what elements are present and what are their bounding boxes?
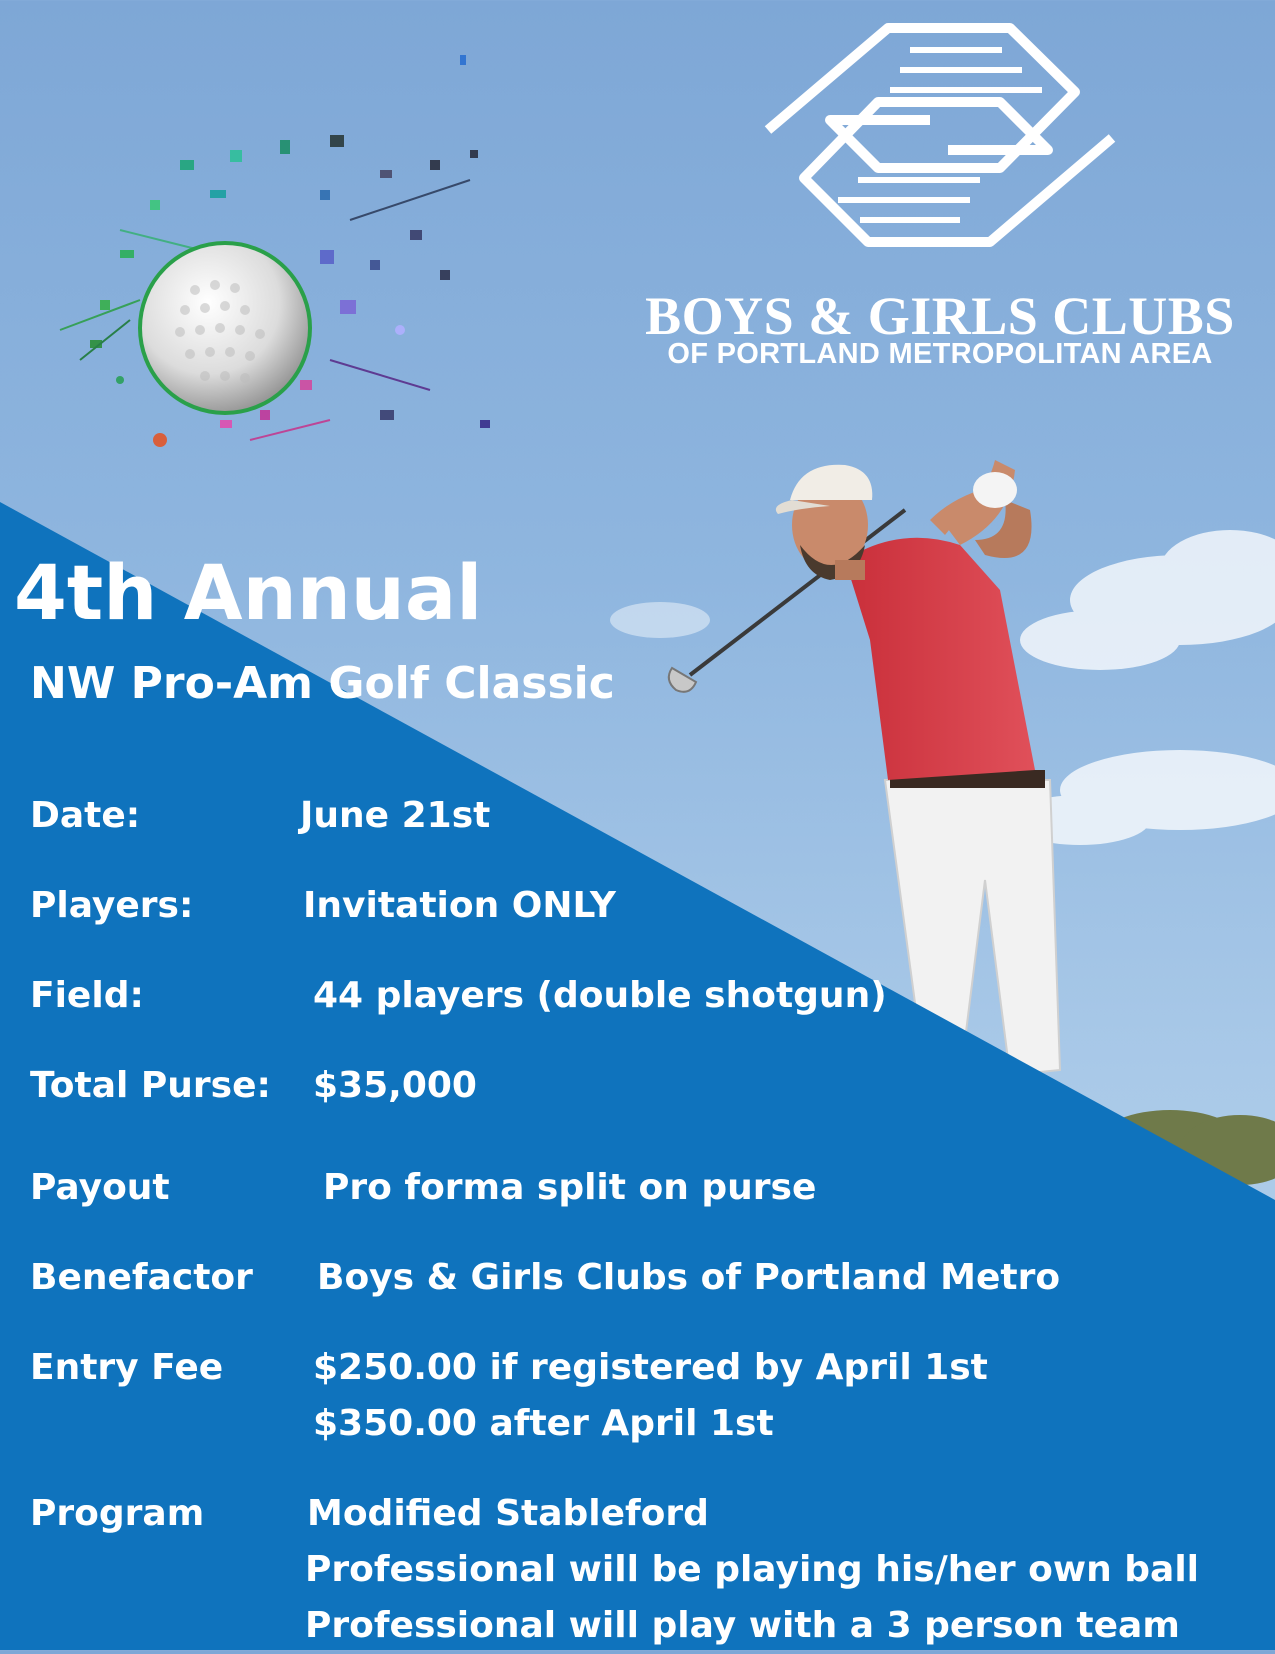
detail-value-total-purse: $35,000 [313,1065,477,1106]
org-name: BOYS & GIRLS CLUBS [645,286,1235,346]
detail-label-date: Date: [30,795,141,836]
detail-value-entry-fee-2: $350.00 after April 1st [313,1403,774,1444]
event-subtitle: NW Pro-Am Golf Classic [30,658,615,709]
detail-label-payout: Payout [30,1167,170,1208]
detail-value-date: June 21st [300,795,491,836]
detail-label-total-purse: Total Purse: [30,1065,271,1106]
detail-value-field: 44 players (double shotgun) [313,975,887,1016]
clasped-hands-icon [760,20,1120,260]
detail-value-program-3: Professional will play with a 3 person team [305,1605,1180,1646]
detail-value-program-1: Modified Stableford [307,1493,709,1534]
detail-value-players: Invitation ONLY [303,885,616,926]
org-subtitle: OF PORTLAND METROPOLITAN AREA [667,338,1213,370]
detail-label-program: Program [30,1493,205,1534]
detail-value-entry-fee-1: $250.00 if registered by April 1st [313,1347,988,1388]
detail-label-benefactor: Benefactor [30,1257,253,1298]
detail-value-program-2: Professional will be playing his/her own ball [305,1549,1200,1590]
detail-value-benefactor: Boys & Girls Clubs of Portland Metro [317,1257,1061,1298]
detail-label-players: Players: [30,885,194,926]
detail-label-entry-fee: Entry Fee [30,1347,224,1388]
golf-ball-illustration [60,55,490,447]
event-title: 4th Annual [14,548,483,637]
detail-value-payout: Pro forma split on purse [323,1167,817,1208]
detail-label-field: Field: [30,975,144,1016]
